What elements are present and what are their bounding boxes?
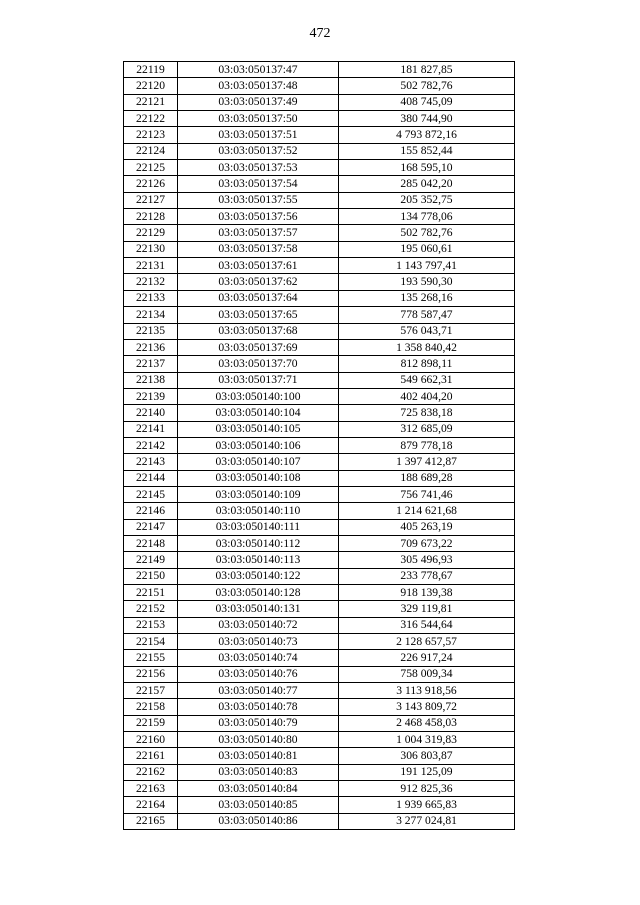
cadastral-number-cell: 03:03:050140:109 [178, 486, 339, 502]
value-cell: 502 782,76 [339, 225, 515, 241]
row-number-cell: 22157 [124, 683, 178, 699]
table-row [124, 225, 515, 241]
table-row [124, 797, 515, 813]
value-cell: 1 397 412,87 [339, 454, 515, 470]
table-row [124, 683, 515, 699]
value-cell: 329 119,81 [339, 601, 515, 617]
row-number-cell: 22126 [124, 176, 178, 192]
cadastral-number-cell: 03:03:050140:104 [178, 405, 339, 421]
cadastral-number-cell: 03:03:050140:86 [178, 813, 339, 829]
table-row [124, 585, 515, 601]
cadastral-number-cell: 03:03:050137:48 [178, 78, 339, 94]
cadastral-number-cell: 03:03:050137:54 [178, 176, 339, 192]
row-number-cell: 22163 [124, 781, 178, 797]
value-cell: 226 917,24 [339, 650, 515, 666]
cadastral-number-cell: 03:03:050137:64 [178, 290, 339, 306]
table-row [124, 454, 515, 470]
table-row [124, 372, 515, 388]
value-cell: 193 590,30 [339, 274, 515, 290]
table-row [124, 127, 515, 143]
value-cell: 3 143 809,72 [339, 699, 515, 715]
value-cell: 233 778,67 [339, 568, 515, 584]
row-number-cell: 22155 [124, 650, 178, 666]
value-cell: 812 898,11 [339, 356, 515, 372]
table-row [124, 241, 515, 257]
value-cell: 312 685,09 [339, 421, 515, 437]
cadastral-number-cell: 03:03:050140:76 [178, 666, 339, 682]
table-row [124, 601, 515, 617]
row-number-cell: 22124 [124, 143, 178, 159]
cadastral-number-cell: 03:03:050140:85 [178, 797, 339, 813]
table-row [124, 503, 515, 519]
cadastral-number-cell: 03:03:050140:113 [178, 552, 339, 568]
row-number-cell: 22149 [124, 552, 178, 568]
row-number-cell: 22147 [124, 519, 178, 535]
row-number-cell: 22159 [124, 715, 178, 731]
table-row [124, 290, 515, 306]
value-cell: 725 838,18 [339, 405, 515, 421]
table-row [124, 617, 515, 633]
page-number: 472 [309, 26, 331, 41]
row-number-cell: 22150 [124, 568, 178, 584]
row-number-cell: 22164 [124, 797, 178, 813]
cadastral-number-cell: 03:03:050137:51 [178, 127, 339, 143]
cadastral-number-cell: 03:03:050137:71 [178, 372, 339, 388]
row-number-cell: 22140 [124, 405, 178, 421]
row-number-cell: 22160 [124, 732, 178, 748]
value-cell: 205 352,75 [339, 192, 515, 208]
row-number-cell: 22132 [124, 274, 178, 290]
table-row [124, 143, 515, 159]
cadastral-number-cell: 03:03:050137:55 [178, 192, 339, 208]
value-cell: 758 009,34 [339, 666, 515, 682]
row-number-cell: 22141 [124, 421, 178, 437]
row-number-cell: 22156 [124, 666, 178, 682]
row-number-cell: 22137 [124, 356, 178, 372]
cadastral-number-cell: 03:03:050140:110 [178, 503, 339, 519]
value-cell: 709 673,22 [339, 535, 515, 551]
row-number-cell: 22138 [124, 372, 178, 388]
cadastral-number-cell: 03:03:050140:108 [178, 470, 339, 486]
value-cell: 3 113 918,56 [339, 683, 515, 699]
table-body [124, 62, 515, 830]
row-number-cell: 22153 [124, 617, 178, 633]
cadastral-number-cell: 03:03:050137:56 [178, 209, 339, 225]
row-number-cell: 22130 [124, 241, 178, 257]
row-number-cell: 22122 [124, 111, 178, 127]
value-cell: 195 060,61 [339, 241, 515, 257]
value-cell: 576 043,71 [339, 323, 515, 339]
row-number-cell: 22139 [124, 388, 178, 404]
row-number-cell: 22142 [124, 437, 178, 453]
value-cell: 306 803,87 [339, 748, 515, 764]
cadastral-number-cell: 03:03:050140:80 [178, 732, 339, 748]
value-cell: 380 744,90 [339, 111, 515, 127]
row-number-cell: 22165 [124, 813, 178, 829]
value-cell: 912 825,36 [339, 781, 515, 797]
row-number-cell: 22125 [124, 160, 178, 176]
row-number-cell: 22162 [124, 764, 178, 780]
cadastral-number-cell: 03:03:050140:83 [178, 764, 339, 780]
table-row [124, 421, 515, 437]
table-row [124, 111, 515, 127]
table-row [124, 274, 515, 290]
cadastral-number-cell: 03:03:050140:78 [178, 699, 339, 715]
value-cell: 1 004 319,83 [339, 732, 515, 748]
row-number-cell: 22120 [124, 78, 178, 94]
row-number-cell: 22145 [124, 486, 178, 502]
table-row [124, 813, 515, 829]
table-row [124, 94, 515, 110]
cadastral-number-cell: 03:03:050137:50 [178, 111, 339, 127]
value-cell: 191 125,09 [339, 764, 515, 780]
row-number-cell: 22144 [124, 470, 178, 486]
table-row [124, 552, 515, 568]
value-cell: 188 689,28 [339, 470, 515, 486]
value-cell: 316 544,64 [339, 617, 515, 633]
table-row [124, 405, 515, 421]
table-row [124, 781, 515, 797]
table-row [124, 258, 515, 274]
row-number-cell: 22146 [124, 503, 178, 519]
value-cell: 1 358 840,42 [339, 339, 515, 355]
cadastral-number-cell: 03:03:050140:128 [178, 585, 339, 601]
table-row [124, 323, 515, 339]
cadastral-number-cell: 03:03:050137:47 [178, 62, 339, 78]
cadastral-number-cell: 03:03:050140:84 [178, 781, 339, 797]
row-number-cell: 22148 [124, 535, 178, 551]
table-row [124, 307, 515, 323]
cadastral-number-cell: 03:03:050140:105 [178, 421, 339, 437]
table-row [124, 388, 515, 404]
value-cell: 778 587,47 [339, 307, 515, 323]
table-row [124, 699, 515, 715]
value-cell: 402 404,20 [339, 388, 515, 404]
cadastral-number-cell: 03:03:050140:111 [178, 519, 339, 535]
table-row [124, 732, 515, 748]
value-cell: 305 496,93 [339, 552, 515, 568]
table-row [124, 650, 515, 666]
value-cell: 549 662,31 [339, 372, 515, 388]
value-cell: 135 268,16 [339, 290, 515, 306]
table-row [124, 748, 515, 764]
value-cell: 3 277 024,81 [339, 813, 515, 829]
table-row [124, 437, 515, 453]
value-cell: 918 139,38 [339, 585, 515, 601]
value-cell: 4 793 872,16 [339, 127, 515, 143]
table-row [124, 160, 515, 176]
row-number-cell: 22136 [124, 339, 178, 355]
row-number-cell: 22121 [124, 94, 178, 110]
value-cell: 879 778,18 [339, 437, 515, 453]
row-number-cell: 22134 [124, 307, 178, 323]
cadastral-number-cell: 03:03:050140:74 [178, 650, 339, 666]
cadastral-number-cell: 03:03:050140:131 [178, 601, 339, 617]
cadastral-number-cell: 03:03:050137:61 [178, 258, 339, 274]
table-row [124, 176, 515, 192]
cadastral-number-cell: 03:03:050140:122 [178, 568, 339, 584]
cadastral-number-cell: 03:03:050140:100 [178, 388, 339, 404]
value-cell: 155 852,44 [339, 143, 515, 159]
table-row [124, 634, 515, 650]
value-cell: 408 745,09 [339, 94, 515, 110]
row-number-cell: 22123 [124, 127, 178, 143]
row-number-cell: 22131 [124, 258, 178, 274]
value-cell: 2 128 657,57 [339, 634, 515, 650]
cadastral-number-cell: 03:03:050137:49 [178, 94, 339, 110]
value-cell: 181 827,85 [339, 62, 515, 78]
row-number-cell: 22128 [124, 209, 178, 225]
cadastral-number-cell: 03:03:050137:69 [178, 339, 339, 355]
table-row [124, 519, 515, 535]
table-row [124, 78, 515, 94]
value-cell: 2 468 458,03 [339, 715, 515, 731]
row-number-cell: 22161 [124, 748, 178, 764]
cadastral-number-cell: 03:03:050140:77 [178, 683, 339, 699]
cadastral-number-cell: 03:03:050137:70 [178, 356, 339, 372]
cadastral-number-cell: 03:03:050140:106 [178, 437, 339, 453]
value-cell: 405 263,19 [339, 519, 515, 535]
row-number-cell: 22152 [124, 601, 178, 617]
row-number-cell: 22129 [124, 225, 178, 241]
value-cell: 1 143 797,41 [339, 258, 515, 274]
value-cell: 134 778,06 [339, 209, 515, 225]
cadastral-number-cell: 03:03:050140:107 [178, 454, 339, 470]
row-number-cell: 22151 [124, 585, 178, 601]
table-row [124, 339, 515, 355]
row-number-cell: 22135 [124, 323, 178, 339]
table-row [124, 568, 515, 584]
table-row [124, 535, 515, 551]
cadastral-number-cell: 03:03:050140:73 [178, 634, 339, 650]
cadastral-number-cell: 03:03:050137:68 [178, 323, 339, 339]
cadastral-value-table [123, 61, 515, 830]
value-cell: 285 042,20 [339, 176, 515, 192]
row-number-cell: 22143 [124, 454, 178, 470]
cadastral-number-cell: 03:03:050140:79 [178, 715, 339, 731]
table-row [124, 764, 515, 780]
cadastral-number-cell: 03:03:050140:112 [178, 535, 339, 551]
table-row [124, 209, 515, 225]
row-number-cell: 22127 [124, 192, 178, 208]
cadastral-number-cell: 03:03:050140:72 [178, 617, 339, 633]
cadastral-number-cell: 03:03:050140:81 [178, 748, 339, 764]
table-row [124, 666, 515, 682]
table-row [124, 470, 515, 486]
table-row [124, 356, 515, 372]
table-row [124, 192, 515, 208]
table-row [124, 486, 515, 502]
value-cell: 502 782,76 [339, 78, 515, 94]
row-number-cell: 22133 [124, 290, 178, 306]
row-number-cell: 22154 [124, 634, 178, 650]
cadastral-number-cell: 03:03:050137:52 [178, 143, 339, 159]
value-cell: 756 741,46 [339, 486, 515, 502]
cadastral-number-cell: 03:03:050137:57 [178, 225, 339, 241]
cadastral-number-cell: 03:03:050137:53 [178, 160, 339, 176]
value-cell: 1 939 665,83 [339, 797, 515, 813]
table-row [124, 62, 515, 78]
cadastral-number-cell: 03:03:050137:58 [178, 241, 339, 257]
table-row [124, 715, 515, 731]
value-cell: 1 214 621,68 [339, 503, 515, 519]
cadastral-number-cell: 03:03:050137:62 [178, 274, 339, 290]
row-number-cell: 22158 [124, 699, 178, 715]
row-number-cell: 22119 [124, 62, 178, 78]
cadastral-number-cell: 03:03:050137:65 [178, 307, 339, 323]
value-cell: 168 595,10 [339, 160, 515, 176]
